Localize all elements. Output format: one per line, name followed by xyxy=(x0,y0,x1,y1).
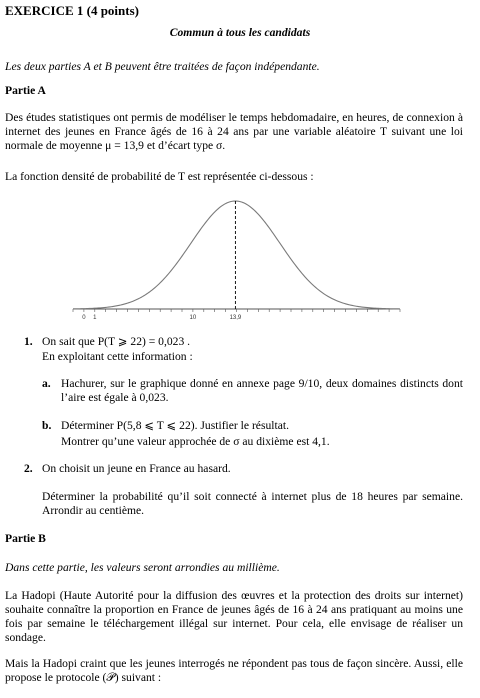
density-sentence: La fonction densité de probabilité de T est représentée ci-dessous : xyxy=(5,170,314,183)
question-1b-line2: Montrer qu’une valeur approchée de σ au dixième est 4,1. xyxy=(61,435,330,448)
question-1b-line1: Déterminer P(5,8 ⩽ T ⩽ 22). Justifier le résultat. xyxy=(61,419,289,432)
exercise-title: EXERCICE 1 (4 points) xyxy=(5,3,139,18)
x-tick-label: 13,9 xyxy=(229,315,242,321)
part-a-title: Partie A xyxy=(5,84,46,97)
question-1a-number: a. xyxy=(42,377,51,390)
x-tick-label: 1 xyxy=(93,315,97,321)
question-2-text: Déterminer la probabilité qu’il soit connecté à internet plus de 18 heures par semaine. Arrondir au centième. xyxy=(42,490,463,517)
question-1a-text: Hachurer, sur le graphique donné en annexe page 9/10, deux domaines distincts dont l’aire est égale à 0,023. xyxy=(61,377,463,404)
chart-plot-area xyxy=(73,201,400,321)
question-2-line1: On choisit un jeune en France au hasard. xyxy=(42,462,231,475)
intro-text: Les deux parties A et B peuvent être traitées de façon indépendante. xyxy=(5,60,320,73)
part-b-paragraph-2: Mais la Hadopi craint que les jeunes interrogés ne répondent pas tous de façon sincère. Aussi, elle propose le protocole (𝒫) suivant : xyxy=(5,657,463,684)
x-tick-label: 0 xyxy=(82,315,86,321)
part-b-title: Partie B xyxy=(5,532,46,545)
part-b-intro: Dans cette partie, les valeurs seront arrondies au millième. xyxy=(5,561,280,574)
question-1b-number: b. xyxy=(42,419,52,432)
exercise-subtitle: Commun à tous les candidats xyxy=(169,26,311,39)
question-1-line2: En exploitant cette information : xyxy=(42,350,193,363)
x-tick-label: 10 xyxy=(189,315,197,321)
question-1-number: 1. xyxy=(24,335,33,348)
question-2-number: 2. xyxy=(24,462,33,475)
part-b-paragraph-1: La Hadopi (Haute Autorité pour la diffusion des œuvres et la protection des droits sur internet) souhaite connaître la proportion en France de jeunes âgés de 16 à 24 ans pratiquant au moins une fois par semaine le téléchargement illégal sur internet. Pour cela, elle envisage de réaliser un sondage. xyxy=(5,589,463,644)
part-a-paragraph: Des études statistiques ont permis de modéliser le temps hebdomadaire, en heures, de connexion à internet des jeunes en France âgés de 16 à 24 ans par une variable aléatoire T suivant une loi normale de moyenne μ = 13,9 et d’écart type σ. xyxy=(5,111,463,152)
density-curve xyxy=(73,201,400,309)
question-1-line1: On sait que P(T ⩾ 22) = 0,023 . xyxy=(42,335,191,348)
